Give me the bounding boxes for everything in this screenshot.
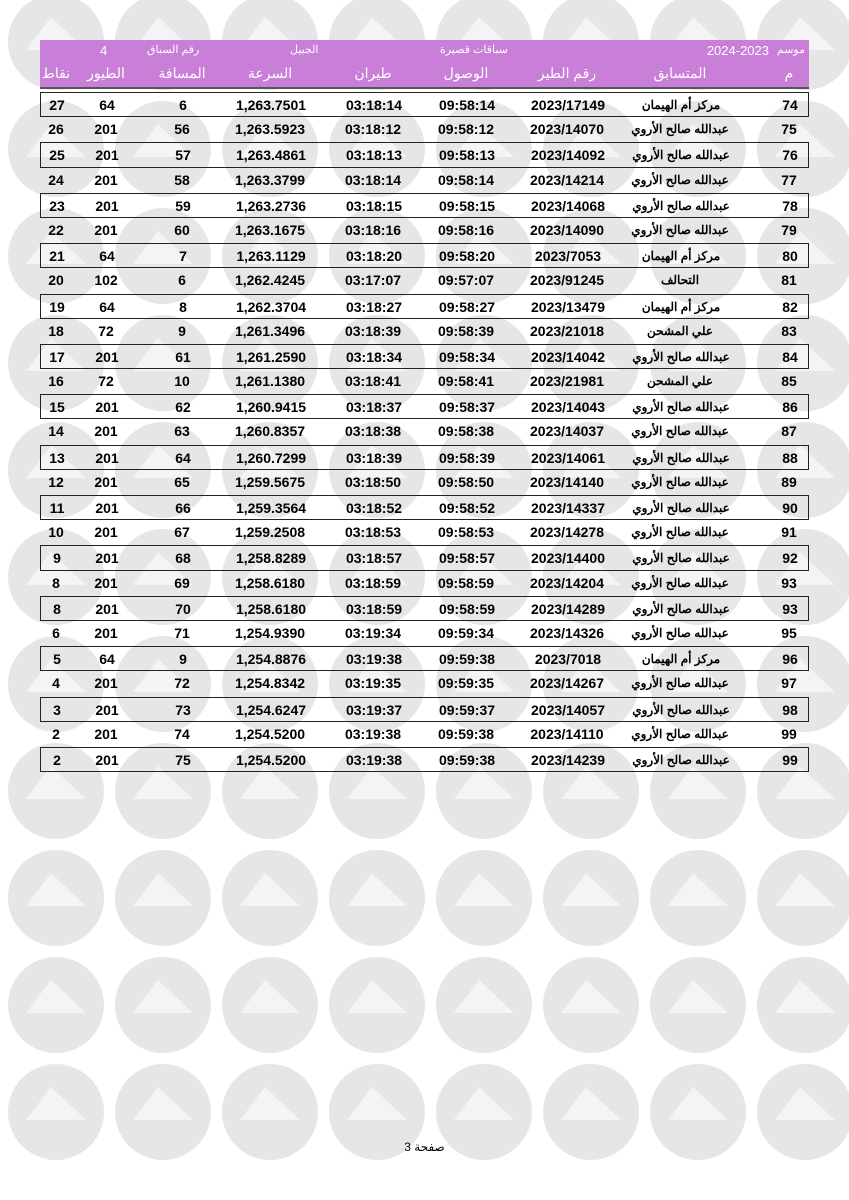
cell-rank: 78 bbox=[782, 197, 798, 214]
cell-birds: 201 bbox=[94, 423, 118, 440]
cell-speed: 1,260.9415 bbox=[235, 399, 307, 416]
cell-points: 10 bbox=[48, 524, 64, 541]
table-row bbox=[40, 117, 809, 142]
cell-birds: 201 bbox=[94, 725, 118, 742]
cell-flight-time: 03:18:27 bbox=[345, 298, 403, 315]
cell-speed: 1,259.5675 bbox=[234, 473, 306, 490]
cell-distance: 71 bbox=[174, 624, 190, 641]
cell-racer: عبدالله صالح الأروي bbox=[631, 122, 729, 137]
cell-bird-number: 2023/14042 bbox=[531, 348, 605, 365]
table-row bbox=[40, 218, 809, 243]
cell-flight-time: 03:19:34 bbox=[344, 624, 402, 641]
cell-distance: 69 bbox=[174, 574, 190, 591]
cell-distance: 9 bbox=[179, 651, 187, 668]
cell-rank: 96 bbox=[782, 651, 798, 668]
cell-points: 25 bbox=[49, 147, 65, 164]
cell-distance: 64 bbox=[175, 449, 191, 466]
col-distance: المسافة bbox=[158, 65, 206, 81]
col-points: نقاط bbox=[41, 65, 71, 81]
cell-speed: 1,261.1380 bbox=[234, 373, 306, 390]
cell-arrival: 09:58:59 bbox=[437, 574, 495, 591]
cell-points: 8 bbox=[52, 574, 60, 591]
cell-points: 12 bbox=[48, 473, 64, 490]
cell-racer: مركز أم الهيمان bbox=[641, 299, 721, 314]
cell-arrival: 09:58:57 bbox=[438, 550, 496, 567]
cell-rank: 75 bbox=[781, 121, 797, 138]
cell-rank: 99 bbox=[782, 751, 798, 768]
cell-points: 2 bbox=[52, 725, 60, 742]
cell-birds: 201 bbox=[95, 751, 119, 768]
table-row bbox=[40, 545, 809, 570]
cell-bird-number: 2023/14092 bbox=[531, 147, 605, 164]
cell-racer: عبدالله صالح الأروي bbox=[632, 400, 730, 415]
cell-speed: 1,260.7299 bbox=[235, 449, 307, 466]
table-body bbox=[40, 92, 809, 772]
cell-racer: عبدالله صالح الأروي bbox=[631, 424, 729, 439]
cell-arrival: 09:57:07 bbox=[437, 272, 495, 289]
cell-racer: مركز أم الهيمان bbox=[641, 98, 721, 112]
cell-flight-time: 03:19:38 bbox=[345, 651, 403, 668]
table-row bbox=[40, 596, 809, 621]
cell-points: 21 bbox=[49, 248, 65, 265]
col-m: م bbox=[784, 65, 794, 81]
cell-speed: 1,263.1129 bbox=[236, 248, 306, 265]
cell-arrival: 09:58:34 bbox=[438, 348, 496, 365]
cell-flight-time: 03:18:39 bbox=[345, 449, 403, 466]
cell-birds: 64 bbox=[99, 97, 115, 113]
cell-rank: 97 bbox=[781, 675, 797, 692]
cell-arrival: 09:58:59 bbox=[438, 600, 496, 617]
cell-speed: 1,263.3799 bbox=[234, 171, 306, 188]
cell-speed: 1,259.3564 bbox=[235, 500, 307, 516]
cell-distance: 68 bbox=[175, 550, 191, 567]
cell-distance: 61 bbox=[175, 348, 191, 365]
cell-flight-time: 03:18:38 bbox=[344, 423, 402, 440]
col-bird-no: رقم الطير bbox=[537, 65, 597, 81]
cell-arrival: 09:58:27 bbox=[438, 298, 496, 315]
cell-flight-time: 03:19:37 bbox=[345, 701, 403, 718]
cell-speed: 1,262.4245 bbox=[234, 272, 306, 289]
cell-speed: 1,260.8357 bbox=[234, 423, 306, 440]
cell-arrival: 09:58:12 bbox=[437, 121, 495, 138]
page-number: صفحة 3 bbox=[404, 1140, 445, 1154]
cell-flight-time: 03:18:59 bbox=[345, 600, 403, 617]
cell-bird-number: 2023/14037 bbox=[530, 423, 604, 440]
cell-racer: عبدالله صالح الأروي bbox=[632, 148, 730, 163]
cell-flight-time: 03:18:57 bbox=[345, 550, 403, 567]
cell-bird-number: 2023/14326 bbox=[530, 624, 604, 641]
cell-flight-time: 03:18:34 bbox=[345, 348, 403, 365]
cell-distance: 7 bbox=[179, 248, 187, 265]
cell-speed: 1,254.5200 bbox=[234, 725, 306, 742]
cell-rank: 92 bbox=[782, 550, 798, 567]
cell-distance: 8 bbox=[179, 298, 187, 315]
cell-points: 20 bbox=[48, 272, 64, 289]
cell-bird-number: 2023/7053 bbox=[534, 248, 602, 265]
cell-bird-number: 2023/14278 bbox=[530, 524, 604, 541]
cell-bird-number: 2023/14214 bbox=[530, 171, 604, 188]
cell-arrival: 09:58:39 bbox=[438, 449, 496, 466]
cell-racer: عبدالله صالح الأروي bbox=[632, 551, 730, 566]
cell-speed: 1,263.4861 bbox=[235, 147, 307, 164]
cell-arrival: 09:59:38 bbox=[438, 651, 496, 668]
cell-bird-number: 2023/14204 bbox=[530, 574, 604, 591]
cell-birds: 64 bbox=[99, 298, 115, 315]
col-speed: السرعة bbox=[247, 65, 293, 81]
cell-birds: 201 bbox=[94, 221, 118, 238]
cell-speed: 1,254.8876 bbox=[235, 651, 307, 668]
cell-distance: 66 bbox=[175, 500, 191, 516]
cell-arrival: 09:58:53 bbox=[437, 524, 495, 541]
cell-racer: عبدالله صالح الأروي bbox=[632, 601, 730, 616]
cell-arrival: 09:58:52 bbox=[438, 500, 496, 516]
cell-points: 8 bbox=[53, 600, 61, 617]
cell-points: 24 bbox=[48, 171, 64, 188]
table-row bbox=[40, 344, 809, 369]
cell-racer: التحالف bbox=[660, 273, 700, 288]
cell-distance: 6 bbox=[178, 272, 186, 289]
cell-points: 2 bbox=[53, 751, 61, 768]
table-row bbox=[40, 142, 809, 167]
cell-speed: 1,263.2736 bbox=[235, 197, 307, 214]
cell-birds: 201 bbox=[95, 399, 119, 416]
cell-birds: 72 bbox=[98, 373, 114, 390]
cell-birds: 201 bbox=[94, 121, 118, 138]
season-label: موسم bbox=[776, 44, 805, 56]
cell-rank: 84 bbox=[782, 348, 798, 365]
table-row bbox=[40, 243, 809, 268]
col-flight: طيران bbox=[354, 65, 392, 81]
cell-rank: 82 bbox=[782, 298, 798, 315]
cell-arrival: 09:58:50 bbox=[437, 473, 495, 490]
cell-distance: 10 bbox=[174, 373, 190, 390]
cell-points: 3 bbox=[53, 701, 61, 718]
table-row bbox=[40, 470, 809, 495]
cell-speed: 1,254.6247 bbox=[235, 701, 307, 718]
cell-points: 5 bbox=[53, 651, 61, 668]
cell-birds: 64 bbox=[99, 248, 115, 265]
cell-flight-time: 03:18:12 bbox=[344, 121, 402, 138]
cell-distance: 56 bbox=[174, 121, 190, 138]
cell-distance: 63 bbox=[174, 423, 190, 440]
cell-birds: 201 bbox=[94, 473, 118, 490]
cell-birds: 201 bbox=[95, 449, 119, 466]
cell-rank: 77 bbox=[781, 171, 797, 188]
cell-rank: 89 bbox=[781, 473, 797, 490]
season: 2024-2023 bbox=[706, 43, 769, 58]
table-row bbox=[40, 671, 809, 696]
cell-bird-number: 2023/14043 bbox=[531, 399, 605, 416]
cell-points: 16 bbox=[48, 373, 64, 390]
table-row bbox=[40, 193, 809, 218]
table-row bbox=[40, 571, 809, 596]
cell-flight-time: 03:18:13 bbox=[345, 147, 403, 164]
cell-arrival: 09:58:13 bbox=[438, 147, 496, 164]
cell-speed: 1,263.7501 bbox=[235, 97, 307, 113]
cell-distance: 70 bbox=[175, 600, 191, 617]
cell-racer: مركز أم الهيمان bbox=[641, 652, 721, 667]
cell-arrival: 09:59:35 bbox=[437, 675, 495, 692]
cell-arrival: 09:59:34 bbox=[437, 624, 495, 641]
cell-arrival: 09:58:16 bbox=[437, 221, 495, 238]
cell-speed: 1,254.8342 bbox=[234, 675, 306, 692]
cell-speed: 1,259.2508 bbox=[234, 524, 306, 541]
cell-distance: 74 bbox=[174, 725, 190, 742]
cell-birds: 201 bbox=[95, 600, 119, 617]
table-row bbox=[40, 419, 809, 444]
cell-flight-time: 03:19:38 bbox=[344, 725, 402, 742]
cell-birds: 201 bbox=[94, 675, 118, 692]
cell-rank: 83 bbox=[781, 322, 797, 339]
cell-bird-number: 2023/14070 bbox=[530, 121, 604, 138]
cell-speed: 1,261.3496 bbox=[234, 322, 306, 339]
cell-racer: عبدالله صالح الأروي bbox=[631, 172, 729, 187]
cell-birds: 72 bbox=[98, 322, 114, 339]
cell-bird-number: 2023/14267 bbox=[530, 675, 604, 692]
cell-speed: 1,263.1675 bbox=[234, 221, 306, 238]
cell-flight-time: 03:18:37 bbox=[345, 399, 403, 416]
cell-flight-time: 03:18:14 bbox=[344, 171, 402, 188]
table-row bbox=[40, 722, 809, 747]
cell-racer: مركز أم الهيمان bbox=[641, 249, 721, 264]
cell-birds: 201 bbox=[95, 348, 119, 365]
cell-points: 27 bbox=[49, 97, 65, 113]
cell-points: 18 bbox=[48, 322, 64, 339]
cell-flight-time: 03:18:52 bbox=[345, 500, 403, 516]
cell-racer: علي المشحن bbox=[647, 374, 713, 389]
cell-rank: 79 bbox=[781, 221, 797, 238]
cell-birds: 201 bbox=[95, 147, 119, 164]
cell-speed: 1,258.8289 bbox=[235, 550, 307, 567]
cell-birds: 201 bbox=[94, 524, 118, 541]
cell-racer: عبدالله صالح الأروي bbox=[632, 702, 730, 717]
table-row bbox=[40, 394, 809, 419]
cell-distance: 72 bbox=[174, 675, 190, 692]
cell-points: 14 bbox=[48, 423, 64, 440]
cell-arrival: 09:58:15 bbox=[438, 197, 496, 214]
table-row bbox=[40, 747, 809, 772]
cell-points: 13 bbox=[49, 449, 65, 466]
col-birds: الطيور bbox=[87, 65, 125, 81]
cell-arrival: 09:58:20 bbox=[438, 248, 496, 265]
cell-bird-number: 2023/14068 bbox=[531, 197, 605, 214]
cell-flight-time: 03:19:38 bbox=[345, 751, 403, 768]
table-row bbox=[40, 697, 809, 722]
cell-points: 9 bbox=[53, 550, 61, 567]
cell-racer: عبدالله صالح الأروي bbox=[631, 676, 729, 691]
table-row bbox=[40, 520, 809, 545]
cell-birds: 201 bbox=[95, 701, 119, 718]
results-table bbox=[40, 40, 809, 772]
cell-speed: 1,258.6180 bbox=[234, 574, 306, 591]
cell-rank: 87 bbox=[781, 423, 797, 440]
cell-racer: عبدالله صالح الأروي bbox=[632, 752, 730, 767]
cell-points: 19 bbox=[49, 298, 65, 315]
cell-bird-number: 2023/14337 bbox=[531, 500, 605, 516]
cell-racer: عبدالله صالح الأروي bbox=[632, 450, 730, 465]
cell-arrival: 09:58:14 bbox=[437, 171, 495, 188]
table-row bbox=[40, 294, 809, 319]
cell-speed: 1,261.2590 bbox=[235, 348, 307, 365]
cell-distance: 60 bbox=[174, 221, 190, 238]
cell-points: 6 bbox=[52, 624, 60, 641]
cell-speed: 1,254.9390 bbox=[234, 624, 306, 641]
col-arrival: الوصول bbox=[443, 65, 489, 81]
cell-flight-time: 03:18:20 bbox=[345, 248, 403, 265]
cell-arrival: 09:59:37 bbox=[438, 701, 496, 718]
table-row bbox=[40, 268, 809, 293]
cell-birds: 102 bbox=[94, 272, 118, 289]
cell-rank: 74 bbox=[782, 97, 798, 113]
cell-flight-time: 03:18:15 bbox=[345, 197, 403, 214]
cell-flight-time: 03:18:39 bbox=[344, 322, 402, 339]
cell-distance: 58 bbox=[174, 171, 190, 188]
table-row bbox=[40, 495, 809, 520]
cell-birds: 201 bbox=[95, 550, 119, 567]
cell-bird-number: 2023/14090 bbox=[530, 221, 604, 238]
cell-flight-time: 03:18:16 bbox=[344, 221, 402, 238]
cell-speed: 1,262.3704 bbox=[235, 298, 307, 315]
cell-points: 17 bbox=[49, 348, 65, 365]
cell-arrival: 09:59:38 bbox=[437, 725, 495, 742]
table-row bbox=[40, 369, 809, 394]
cell-birds: 201 bbox=[95, 500, 119, 516]
table-row bbox=[40, 646, 809, 671]
table-row bbox=[40, 445, 809, 470]
cell-arrival: 09:58:41 bbox=[437, 373, 495, 390]
cell-birds: 64 bbox=[99, 651, 115, 668]
cell-arrival: 09:58:37 bbox=[438, 399, 496, 416]
cell-bird-number: 2023/13479 bbox=[531, 298, 605, 315]
cell-bird-number: 2023/14110 bbox=[530, 725, 604, 742]
cell-racer: علي المشحن bbox=[647, 323, 713, 338]
cell-points: 4 bbox=[52, 675, 60, 692]
cell-points: 26 bbox=[48, 121, 64, 138]
cell-racer: عبدالله صالح الأروي bbox=[631, 222, 729, 237]
col-racer: المتسابق bbox=[653, 65, 707, 81]
race-location: الجبيل bbox=[290, 44, 319, 56]
cell-bird-number: 2023/21018 bbox=[530, 322, 604, 339]
cell-distance: 67 bbox=[174, 524, 190, 541]
cell-speed: 1,263.5923 bbox=[234, 121, 306, 138]
cell-arrival: 09:58:39 bbox=[437, 322, 495, 339]
cell-flight-time: 03:19:35 bbox=[344, 675, 402, 692]
cell-rank: 88 bbox=[782, 449, 798, 466]
cell-bird-number: 2023/21981 bbox=[530, 373, 604, 390]
cell-flight-time: 03:17:07 bbox=[344, 272, 402, 289]
cell-flight-time: 03:18:53 bbox=[344, 524, 402, 541]
cell-flight-time: 03:18:41 bbox=[344, 373, 402, 390]
cell-bird-number: 2023/14289 bbox=[531, 600, 605, 617]
cell-bird-number: 2023/17149 bbox=[531, 97, 605, 113]
cell-racer: عبدالله صالح الأروي bbox=[632, 198, 730, 213]
cell-rank: 80 bbox=[782, 248, 798, 265]
cell-distance: 62 bbox=[175, 399, 191, 416]
cell-birds: 201 bbox=[94, 574, 118, 591]
cell-racer: عبدالله صالح الأروي bbox=[632, 501, 730, 515]
cell-rank: 91 bbox=[781, 524, 797, 541]
cell-distance: 6 bbox=[179, 97, 187, 113]
race-number-label: رقم السباق bbox=[147, 44, 200, 56]
cell-flight-time: 03:18:14 bbox=[345, 97, 403, 113]
cell-rank: 95 bbox=[781, 624, 797, 641]
cell-birds: 201 bbox=[94, 624, 118, 641]
cell-arrival: 09:58:14 bbox=[438, 97, 496, 113]
cell-points: 15 bbox=[49, 399, 65, 416]
cell-points: 23 bbox=[49, 197, 65, 214]
cell-distance: 9 bbox=[178, 322, 186, 339]
cell-racer: عبدالله صالح الأروي bbox=[632, 349, 730, 364]
cell-rank: 90 bbox=[782, 500, 798, 516]
table-row bbox=[40, 319, 809, 344]
cell-flight-time: 03:18:59 bbox=[344, 574, 402, 591]
cell-rank: 93 bbox=[781, 574, 797, 591]
cell-rank: 86 bbox=[782, 399, 798, 416]
cell-rank: 98 bbox=[782, 701, 798, 718]
table-row bbox=[40, 168, 809, 193]
cell-distance: 65 bbox=[174, 473, 190, 490]
cell-racer: عبدالله صالح الأروي bbox=[631, 625, 729, 640]
table-header bbox=[40, 40, 809, 89]
cell-bird-number: 2023/14239 bbox=[531, 751, 605, 768]
cell-points: 11 bbox=[49, 500, 65, 516]
cell-speed: 1,258.6180 bbox=[235, 600, 307, 617]
cell-racer: عبدالله صالح الأروي bbox=[631, 726, 729, 741]
cell-arrival: 09:58:38 bbox=[437, 423, 495, 440]
cell-distance: 73 bbox=[175, 701, 191, 718]
table-row bbox=[40, 92, 809, 117]
cell-bird-number: 2023/14140 bbox=[530, 473, 604, 490]
table-row bbox=[40, 621, 809, 646]
cell-rank: 99 bbox=[781, 725, 797, 742]
cell-speed: 1,254.5200 bbox=[235, 751, 307, 768]
cell-rank: 93 bbox=[782, 600, 798, 617]
cell-distance: 75 bbox=[175, 751, 191, 768]
cell-racer: عبدالله صالح الأروي bbox=[631, 575, 729, 590]
cell-bird-number: 2023/14057 bbox=[531, 701, 605, 718]
cell-flight-time: 03:18:50 bbox=[344, 473, 402, 490]
cell-racer: عبدالله صالح الأروي bbox=[631, 474, 729, 489]
cell-racer: عبدالله صالح الأروي bbox=[631, 525, 729, 540]
cell-distance: 59 bbox=[175, 197, 191, 214]
cell-bird-number: 2023/14061 bbox=[531, 449, 605, 466]
race-type: سباقات قصيرة bbox=[440, 44, 508, 56]
race-number: 4 bbox=[100, 43, 108, 58]
cell-rank: 85 bbox=[781, 373, 797, 390]
cell-birds: 201 bbox=[94, 171, 118, 188]
cell-bird-number: 2023/91245 bbox=[530, 272, 604, 289]
cell-distance: 57 bbox=[175, 147, 191, 164]
cell-rank: 81 bbox=[781, 272, 797, 289]
cell-points: 22 bbox=[48, 221, 64, 238]
cell-rank: 76 bbox=[782, 147, 798, 164]
cell-bird-number: 2023/14400 bbox=[531, 550, 605, 567]
cell-arrival: 09:59:38 bbox=[438, 751, 496, 768]
cell-bird-number: 2023/7018 bbox=[534, 651, 602, 668]
cell-birds: 201 bbox=[95, 197, 119, 214]
